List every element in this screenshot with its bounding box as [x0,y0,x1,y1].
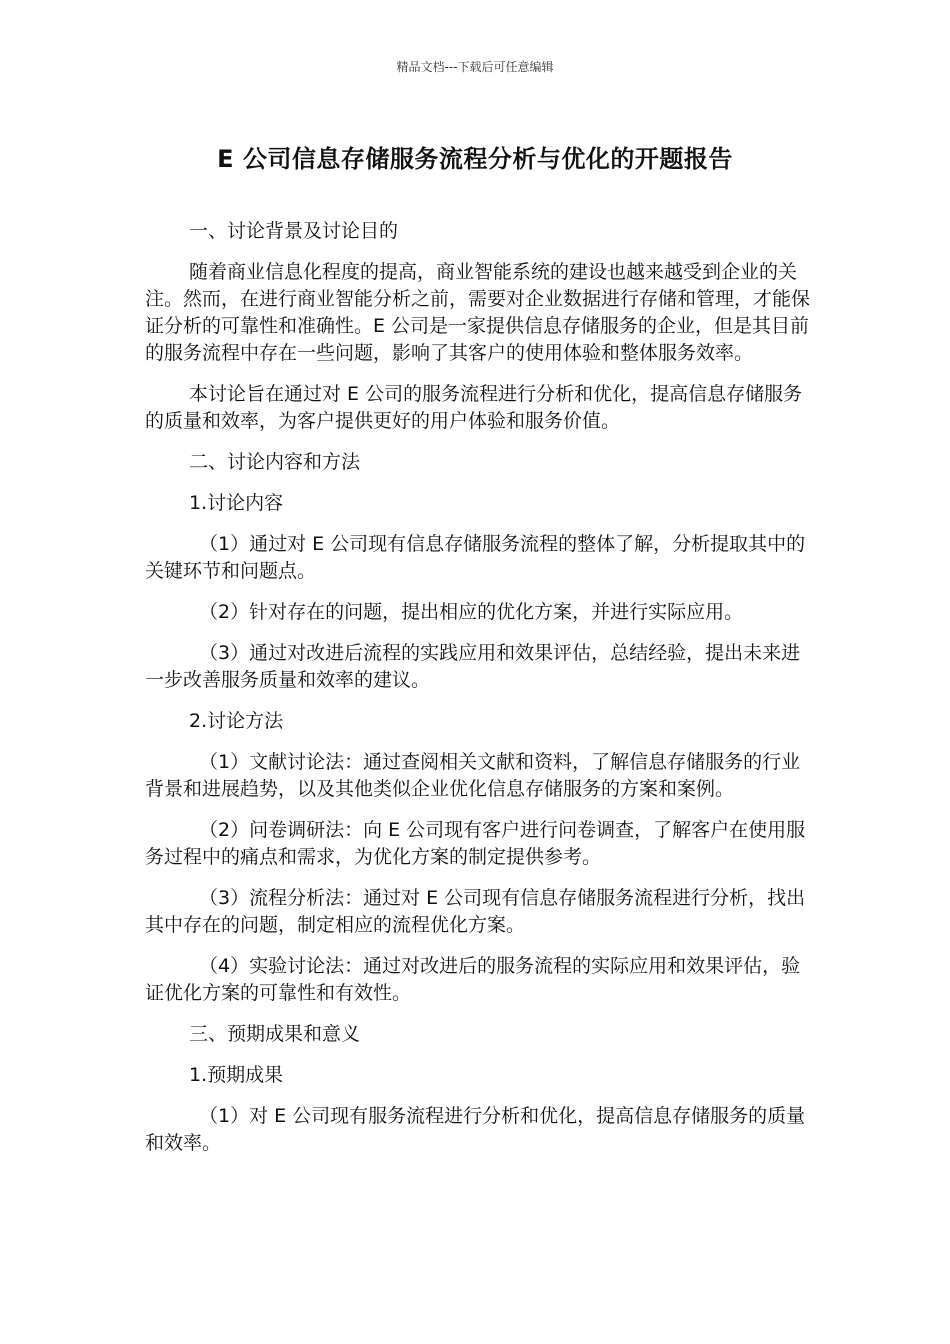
subsection-heading: 2.讨论方法 [189,710,284,732]
body-paragraph: 本讨论旨在通过对 E 公司的服务流程进行分析和优化，提高信息存储服务的质量和效率，为客户提供更好的用户体验和服务价值。 [145,383,803,432]
list-item: （1）文献讨论法：通过查阅相关文献和资料，了解信息存储服务的行业背景和进展趋势，以及其他类似企业优化信息存储服务的方案和案例。 [145,751,801,800]
section-heading: 二、讨论内容和方法 [189,451,361,473]
page-header: 精品文档---下载后可任意编辑 [396,60,554,74]
list-item: （3）流程分析法：通过对 E 公司现有信息存储服务流程进行分析，找出其中存在的问题，制定相应的流程优化方案。 [145,887,806,936]
section-heading: 三、预期成果和意义 [189,1023,361,1045]
list-item: （4）实验讨论法：通过对改进后的服务流程的实际应用和效果评估，验证优化方案的可靠性和有效性。 [145,955,801,1004]
list-item: （3）通过对改进后流程的实践应用和效果评估，总结经验，提出未来进一步改善服务质量和效率的建议。 [145,642,801,691]
list-item: （2）问卷调研法：向 E 公司现有客户进行问卷调查，了解客户在使用服务过程中的痛点和需求，为优化方案的制定提供参考。 [145,819,806,868]
subsection-heading: 1.预期成果 [189,1064,284,1086]
document-body [145,218,815,1171]
document-title: E 公司信息存储服务流程分析与优化的开题报告 [217,145,733,173]
subsection-heading: 1.讨论内容 [189,492,284,514]
list-item: （1）通过对 E 公司现有信息存储服务流程的整体了解，分析提取其中的关键环节和问题点。 [145,533,806,582]
list-item: （2）针对存在的问题，提出相应的优化方案，并进行实际应用。 [199,601,744,623]
section-heading: 一、讨论背景及讨论目的 [189,220,399,242]
list-item: （1）对 E 公司现有服务流程进行分析和优化，提高信息存储服务的质量和效率。 [145,1105,806,1154]
body-paragraph: 随着商业信息化程度的提高，商业智能系统的建设也越来越受到企业的关注。然而，在进行商业智能分析之前，需要对企业数据进行存储和管理，才能保证分析的可靠性和准确性。E 公司是一家提供信息存储服务的企业，但是其目前的服务流程中存在一些问题，影响了其客户的使用体验和整体服务效率。 [145,261,811,364]
